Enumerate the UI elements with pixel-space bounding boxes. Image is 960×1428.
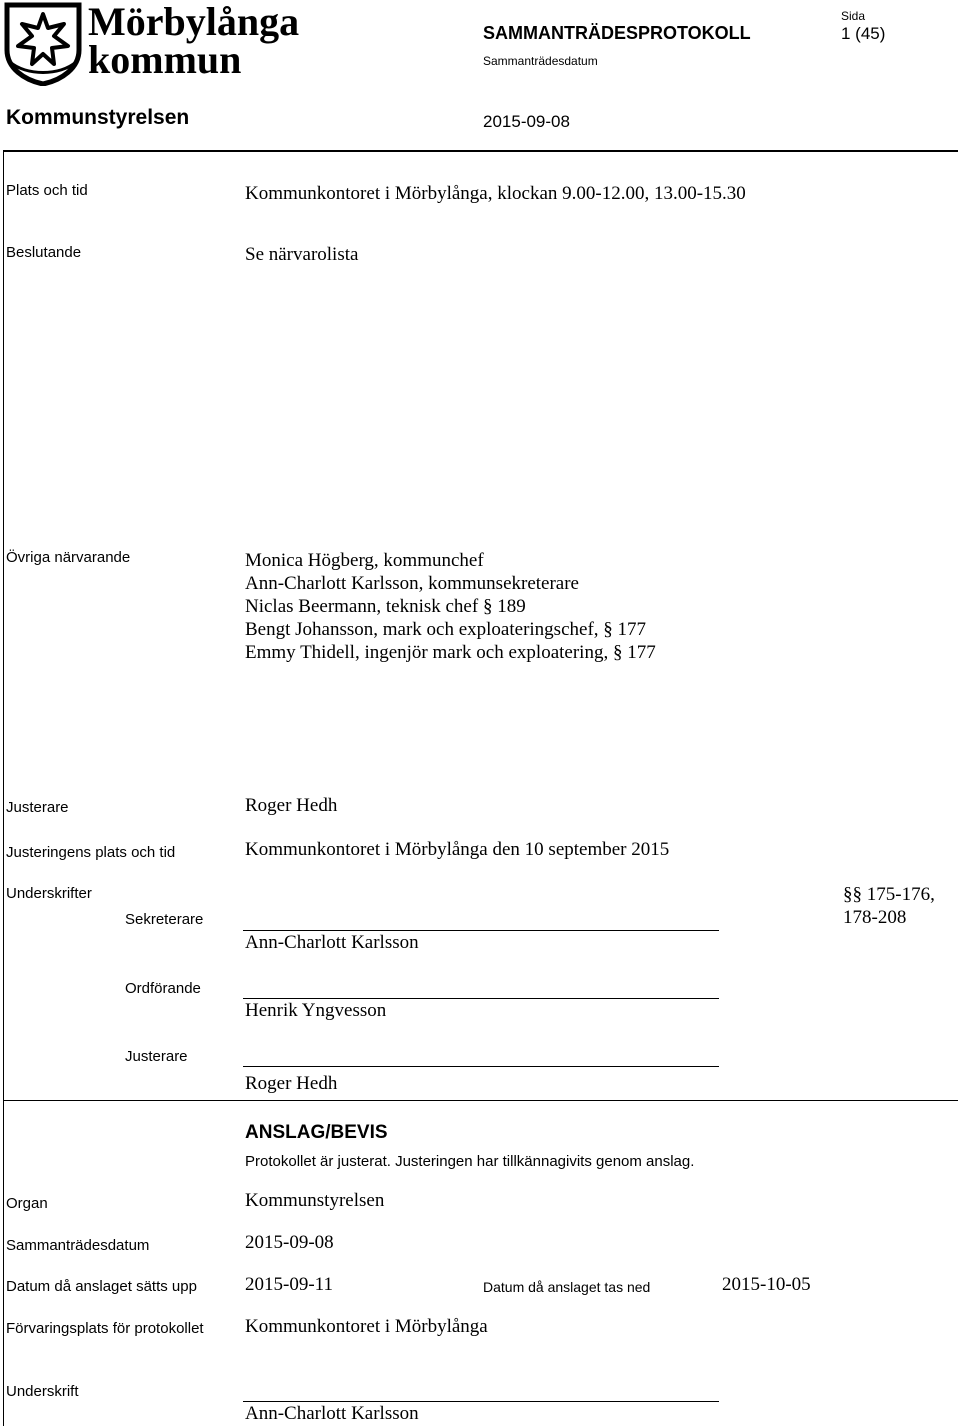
- forvaring-value: Kommunkontoret i Mörbylånga: [245, 1316, 488, 1337]
- plats-label: Plats och tid: [6, 182, 88, 199]
- ovriga-line-1: Monica Högberg, kommunchef: [245, 550, 484, 571]
- justering-plats-value: Kommunkontoret i Mörbylånga den 10 september 2015: [245, 839, 670, 860]
- anslag-text: Protokollet är justerat. Justeringen har tillkännagivits genom anslag.: [245, 1153, 695, 1170]
- ovriga-line-3: Niclas Beermann, teknisk chef § 189: [245, 596, 526, 617]
- meeting-date: 2015-09-08: [483, 112, 570, 131]
- sammantradesdatum-label: Sammanträdesdatum: [6, 1237, 150, 1254]
- beslutande-label: Beslutande: [6, 244, 82, 261]
- ovriga-label: Övriga närvarande: [6, 549, 131, 566]
- sammantradesdatum-value: 2015-09-08: [245, 1232, 334, 1253]
- frame-divider: [3, 1100, 958, 1101]
- underskrift-label: Underskrift: [6, 1383, 79, 1400]
- forvaring-label: Förvaringsplats för protokollet: [6, 1320, 204, 1337]
- underskrift-signature-line: [243, 1401, 719, 1402]
- ordforande-label: Ordförande: [125, 980, 201, 997]
- beslutande-value: Se närvarolista: [245, 244, 359, 265]
- justerare-sig-name: Roger Hedh: [245, 1073, 338, 1094]
- sekreterare-signature-line: [243, 930, 719, 931]
- logo-text-line1: Mörbylånga: [88, 0, 300, 44]
- ordforande-name: Henrik Yngvesson: [245, 1000, 387, 1021]
- ovriga-line-5: Emmy Thidell, ingenjör mark och exploatering, § 177: [245, 642, 656, 663]
- anslag-title: ANSLAG/BEVIS: [245, 1122, 388, 1143]
- justerare-signature-line: [243, 1066, 719, 1067]
- sekreterare-label: Sekreterare: [125, 911, 204, 928]
- organ-heading: Kommunstyrelsen: [6, 106, 190, 129]
- paragraphs-line-1: §§ 175-176,: [843, 884, 935, 905]
- plats-value: Kommunkontoret i Mörbylånga, klockan 9.00-12.00, 13.00-15.30: [245, 183, 746, 204]
- anslag-upp-label: Datum då anslaget sätts upp: [6, 1278, 197, 1295]
- anslag-ned-value: 2015-10-05: [722, 1274, 811, 1295]
- coat-of-arms-icon: [4, 2, 82, 86]
- anslag-ned-label: Datum då anslaget tas ned: [483, 1279, 651, 1295]
- ovriga-line-2: Ann-Charlott Karlsson, kommunsekreterare: [245, 573, 579, 594]
- paragraphs-line-2: 178-208: [843, 907, 907, 928]
- underskrifter-label: Underskrifter: [6, 885, 92, 902]
- logo: [4, 0, 300, 86]
- ovriga-line-4: Bengt Johansson, mark och exploateringschef, § 177: [245, 619, 647, 640]
- justerare-label: Justerare: [6, 799, 69, 816]
- anslag-upp-value: 2015-09-11: [245, 1274, 333, 1295]
- underskrift-name: Ann-Charlott Karlsson: [245, 1403, 419, 1424]
- doc-type: SAMMANTRÄDESPROTOKOLL: [483, 23, 751, 43]
- sekreterare-name: Ann-Charlott Karlsson: [245, 932, 419, 953]
- logo-text-line2: kommun: [88, 37, 242, 82]
- frame-top: [3, 150, 958, 152]
- date-heading-label: Sammanträdesdatum: [483, 54, 598, 68]
- justerare-sig-label: Justerare: [125, 1048, 188, 1065]
- organ-label: Organ: [6, 1195, 48, 1212]
- frame-left: [3, 150, 4, 1426]
- organ-value: Kommunstyrelsen: [245, 1190, 385, 1211]
- justerare-value: Roger Hedh: [245, 795, 338, 816]
- page-number: 1 (45): [841, 24, 886, 43]
- justering-plats-label: Justeringens plats och tid: [6, 844, 176, 861]
- ordforande-signature-line: [243, 998, 719, 999]
- page-label: Sida: [841, 9, 866, 23]
